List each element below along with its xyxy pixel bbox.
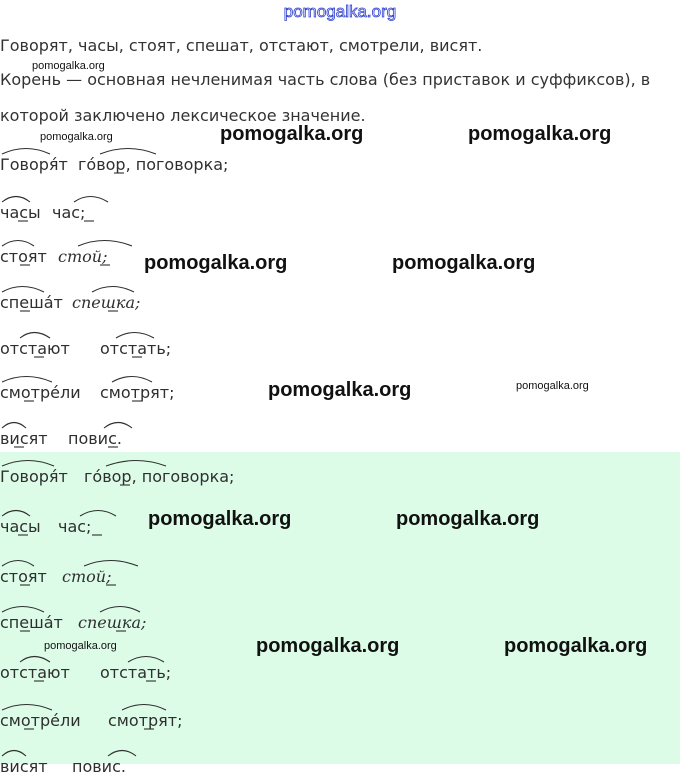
word: смотре́ли — [0, 711, 81, 730]
related-words: го́вор, поговорка; — [78, 155, 229, 174]
site-title[interactable]: pomogalka.org — [283, 2, 397, 21]
definition-line-2: которой заключено лексическое значение. — [0, 106, 366, 125]
watermark: pomogalka.org — [40, 131, 113, 143]
word: часы — [0, 517, 41, 536]
analysis-row — [0, 422, 680, 452]
word: спеша́т — [0, 613, 63, 632]
watermark: pomogalka.org — [32, 60, 105, 72]
analysis-row — [0, 376, 680, 406]
watermark: pomogalka.org — [220, 123, 364, 145]
analysis-row — [0, 196, 680, 226]
related-words: повис. — [68, 429, 122, 448]
watermark: pomogalka.org — [516, 380, 589, 392]
related-words: спешка; — [78, 613, 147, 632]
word: висят — [0, 757, 48, 776]
analysis-row — [0, 606, 680, 636]
watermark: pomogalka.org — [256, 635, 400, 657]
watermark: pomogalka.org — [392, 252, 536, 274]
word: Говоря́т — [0, 467, 68, 486]
task-words-line: Говорят, часы, стоят, спешат, отстают, смотрели, висят. — [0, 36, 483, 55]
word: стоят — [0, 567, 47, 586]
analysis-row — [0, 560, 680, 590]
watermark: pomogalka.org — [504, 635, 648, 657]
related-words: го́вор, поговорка; — [84, 467, 235, 486]
related-words: смотрят; — [108, 711, 183, 730]
word: стоят — [0, 247, 47, 266]
related-words: отстать; — [100, 339, 172, 358]
watermark: pomogalka.org — [468, 123, 612, 145]
word: смотре́ли — [0, 383, 81, 402]
analysis-row — [0, 510, 680, 540]
related-words: стой; — [58, 247, 108, 266]
analysis-row — [0, 704, 680, 734]
related-words: смотрят; — [100, 383, 175, 402]
related-words: стой; — [62, 567, 112, 586]
watermark: pomogalka.org — [268, 379, 412, 401]
word: отстают — [0, 339, 70, 358]
analysis-row — [0, 240, 680, 270]
related-words: час; — [52, 203, 86, 222]
analysis-row — [0, 750, 680, 780]
definition-line-1: Корень — основная нечленимая часть слова (без приставок и суффиксов), в — [0, 70, 651, 89]
watermark: pomogalka.org — [148, 508, 292, 530]
analysis-row — [0, 332, 680, 362]
related-words: спешка; — [72, 293, 141, 312]
related-words: повис. — [72, 757, 126, 776]
analysis-row — [0, 286, 680, 316]
related-words: отстать; — [100, 663, 172, 682]
word: часы — [0, 203, 41, 222]
watermark: pomogalka.org — [396, 508, 540, 530]
analysis-row — [0, 656, 680, 686]
word: Говоря́т — [0, 155, 68, 174]
related-words: час; — [58, 517, 92, 536]
word: отстают — [0, 663, 70, 682]
watermark: pomogalka.org — [144, 252, 288, 274]
analysis-row — [0, 460, 680, 490]
word: висят — [0, 429, 48, 448]
analysis-row — [0, 148, 680, 178]
word: спеша́т — [0, 293, 63, 312]
watermark: pomogalka.org — [44, 640, 117, 652]
